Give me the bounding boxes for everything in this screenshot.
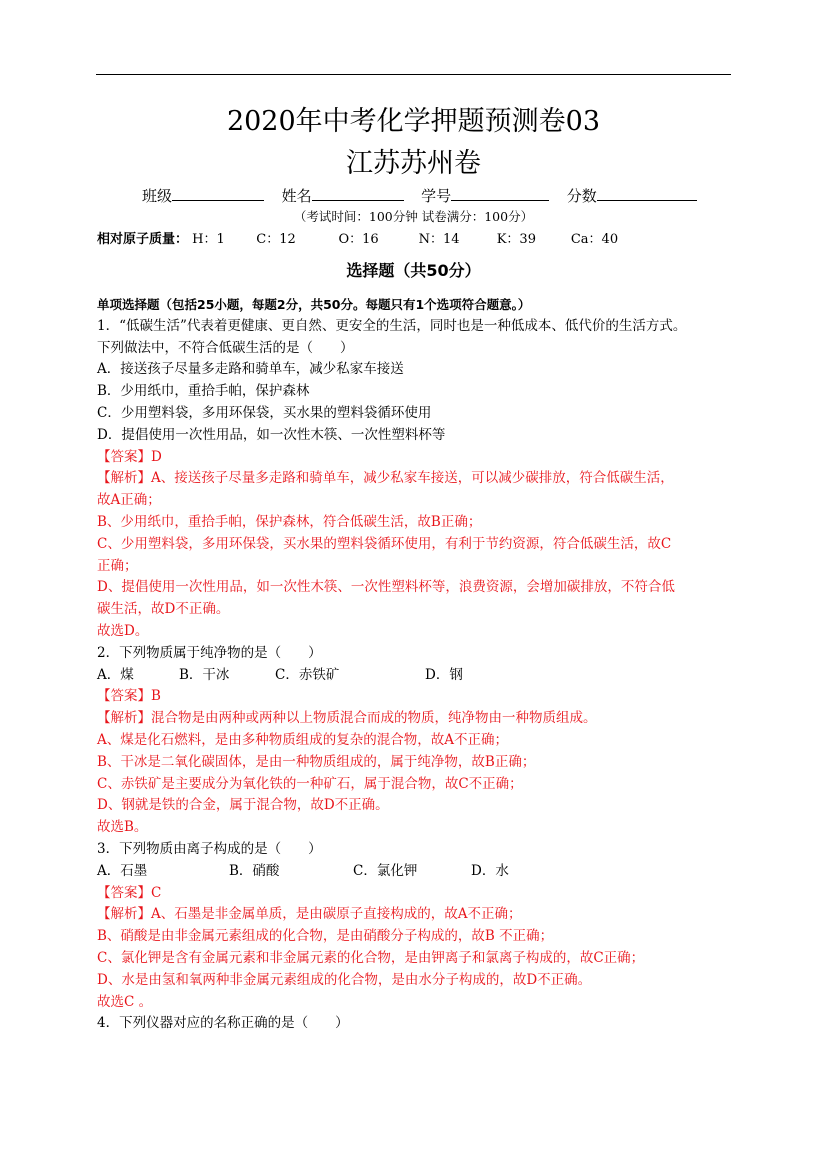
analysis-line: 【解析】A、石墨是非金属单质，是由碳原子直接构成的，故A不正确； — [97, 906, 522, 923]
option-a: A．煤 — [97, 666, 134, 683]
option-d: D．提倡使用一次性用品，如一次性木筷、一次性塑料杯等 — [97, 426, 446, 443]
question-2 — [97, 643, 737, 839]
question-4 — [97, 1013, 737, 1035]
conclusion: 故选B。 — [97, 819, 148, 836]
analysis-line: B、少用纸巾，重拾手帕，保护森林，符合低碳生活，故B正确； — [97, 513, 482, 530]
atomic-mass-c: C：12 — [256, 232, 296, 247]
option-d: D．钢 — [425, 666, 463, 683]
answer: 【答案】B — [97, 688, 161, 705]
section-instructions: 单项选择题（包括25小题，每题2分，共50分。每题只有1个选项符合题意。） — [97, 297, 531, 312]
option-b: B．少用纸巾，重拾手帕，保护森林 — [97, 383, 310, 400]
atomic-masses — [97, 231, 618, 249]
analysis-line: C、氯化钾是含有金属元素和非金属元素的化合物，是由钾离子和氯离子构成的，故C正确； — [97, 949, 645, 966]
analysis-line: D、水是由氢和氧两种非金属元素组成的化合物，是由水分子构成的，故D不正确。 — [97, 971, 592, 988]
atomic-mass-k: K：39 — [496, 232, 536, 247]
atomic-label: 相对原子质量： — [97, 232, 189, 247]
option-b: B．干冰 — [179, 666, 230, 683]
option-c: C．少用塑料袋，多用环保袋，买水果的塑料袋循环使用 — [97, 404, 432, 421]
field-id-blank — [451, 186, 549, 201]
atomic-mass-ca: Ca：40 — [570, 232, 619, 247]
option-c: C．氯化钾 — [353, 862, 418, 879]
analysis-line: D、钢就是铁的合金，属于混合物，故D不正确。 — [97, 797, 389, 814]
paper-title: 2020年中考化学押题预测卷03 — [226, 106, 601, 137]
analysis-line: C、赤铁矿是主要成分为氧化铁的一种矿石，属于混合物，故C不正确； — [97, 775, 523, 792]
analysis-line: D、提倡使用一次性用品，如一次性木筷、一次性塑料杯等，浪费资源，会增加碳排放，不符合低 — [97, 579, 675, 596]
option-b: B．硝酸 — [229, 862, 280, 879]
field-name-blank — [312, 186, 404, 201]
analysis-line: 故A正确； — [97, 492, 161, 509]
question-3 — [97, 839, 737, 1013]
analysis-line: 【解析】混合物是由两种或两种以上物质混合而成的物质，纯净物由一种物质组成。 — [97, 710, 597, 727]
paper-subtitle: 江苏苏州卷 — [346, 148, 481, 179]
question-stem: 下列做法中，不符合低碳生活的是（ ） — [97, 339, 354, 356]
question-1 — [97, 316, 737, 643]
student-info-fields — [142, 186, 697, 206]
exam-meta: （考试时间：100分钟 试卷满分：100分） — [293, 209, 534, 224]
conclusion: 故选D。 — [97, 622, 149, 639]
option-a: A．接送孩子尽量多走路和骑单车，减少私家车接送 — [97, 361, 404, 378]
field-name-label: 姓名 — [281, 187, 312, 205]
question-stem: 2．下列物质属于纯净物的是（ ） — [97, 644, 322, 661]
atomic-mass-n: N：14 — [418, 232, 460, 247]
analysis-line: 【解析】A、接送孩子尽量多走路和骑单车，减少私家车接送，可以减少碳排放，符合低碳生活， — [97, 470, 674, 487]
header-rule — [96, 74, 731, 75]
analysis-line: 正确； — [97, 557, 138, 574]
analysis-line: 碳生活，故D不正确。 — [97, 601, 230, 618]
answer: 【答案】D — [97, 448, 162, 465]
answer: 【答案】C — [97, 884, 162, 901]
option-a: A．石墨 — [97, 862, 148, 879]
analysis-line: C、少用塑料袋，多用环保袋，买水果的塑料袋循环使用，有利于节约资源，符合低碳生活，故C — [97, 535, 672, 552]
field-score-label: 分数 — [566, 187, 597, 205]
option-d: D．水 — [471, 862, 509, 879]
atomic-mass-h: H：1 — [192, 232, 225, 247]
field-class-label: 班级 — [142, 187, 173, 205]
field-id-label: 学号 — [421, 187, 452, 205]
analysis-line: B、干冰是二氧化碳固体，是由一种物质组成的，属于纯净物，故B正确； — [97, 753, 536, 770]
inline-options — [97, 861, 737, 883]
analysis-line: A、煤是化石燃料，是由多种物质组成的复杂的混合物，故A不正确； — [97, 731, 508, 748]
section-title: 选择题（共50分） — [346, 261, 481, 280]
inline-options — [97, 665, 737, 687]
conclusion: 故选C 。 — [97, 993, 153, 1010]
question-stem: 4．下列仪器对应的名称正确的是（ ） — [97, 1015, 349, 1032]
analysis-line: B、硝酸是由非金属元素组成的化合物，是由硝酸分子构成的，故B 不正确； — [97, 928, 554, 945]
field-class-blank — [172, 186, 264, 201]
option-c: C．赤铁矿 — [275, 666, 340, 683]
question-stem: 3．下列物质由离子构成的是（ ） — [97, 840, 322, 857]
question-stem: 1．“低碳生活”代表着更健康、更自然、更安全的生活，同时也是一种低成本、低代价的生活方式。 — [97, 317, 687, 334]
atomic-mass-o: O：16 — [338, 232, 379, 247]
field-score-blank — [597, 186, 697, 201]
question-list — [97, 294, 737, 1035]
